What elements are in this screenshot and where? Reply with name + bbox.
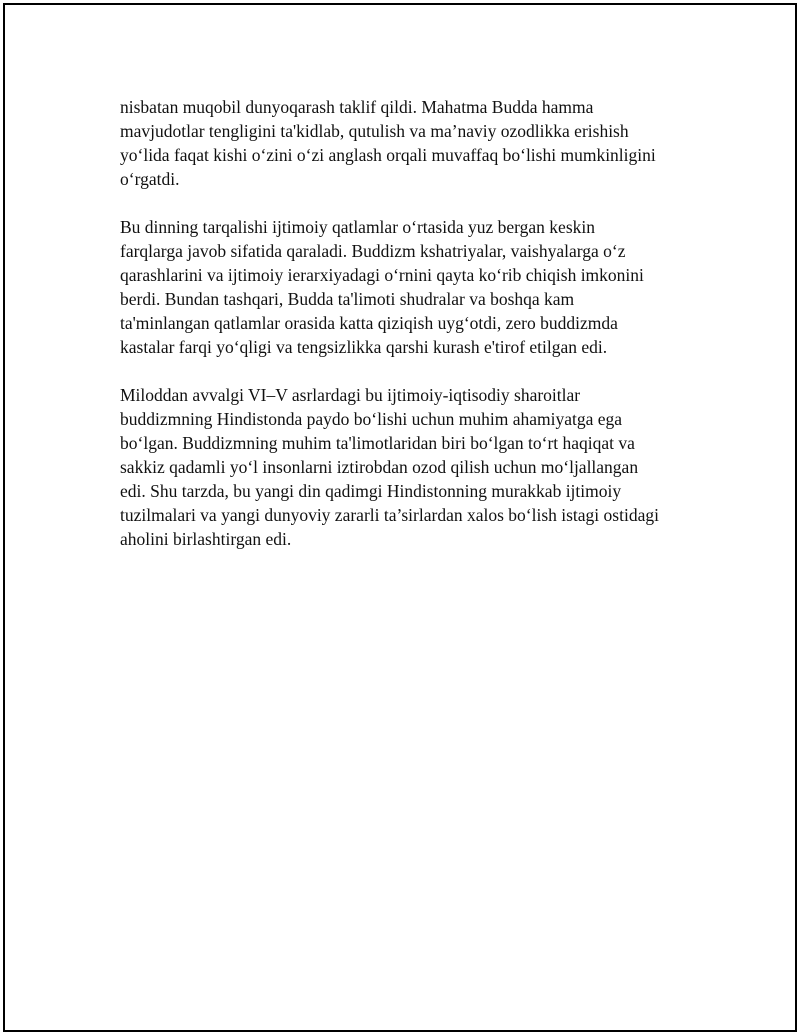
text-line: ta'minlangan qatlamlar orasida katta qiziqish uyg‘otdi, zero buddizmda [120, 313, 618, 333]
text-line: bo‘lgan. Buddizmning muhim ta'limotlaridan biri bo‘lgan to‘rt haqiqat va [120, 433, 635, 453]
text-line: berdi. Bundan tashqari, Budda ta'limoti shudralar va boshqa kam [120, 289, 575, 309]
text-line: Bu dinning tarqalishi ijtimoiy qatlamlar o‘rtasida yuz bergan keskin [120, 217, 595, 237]
page-content [120, 95, 700, 575]
paragraph-1 [120, 95, 700, 191]
text-line: aholini birlashtirgan edi. [120, 529, 292, 549]
text-line: edi. Shu tarzda, bu yangi din qadimgi Hindistonning murakkab ijtimoiy [120, 481, 622, 501]
paragraph-2 [120, 215, 700, 359]
text-line: Miloddan avvalgi VI–V asrlardagi bu ijtimoiy-iqtisodiy sharoitlar [120, 385, 581, 405]
text-line: kastalar farqi yo‘qligi va tengsizlikka qarshi kurash e'tirof etilgan edi. [120, 337, 608, 357]
text-line: farqlarga javob sifatida qaraladi. Buddizm kshatriyalar, vaishyalarga o‘z [120, 241, 626, 261]
text-line: mavjudotlar tengligini ta'kidlab, qutulish va ma’naviy ozodlikka erishish [120, 121, 629, 141]
text-line: tuzilmalari va yangi dunyoviy zararli ta’sirlardan xalos bo‘lish istagi ostidagi [120, 505, 659, 525]
text-line: sakkiz qadamli yo‘l insonlarni iztirobdan ozod qilish uchun mo‘ljallangan [120, 457, 639, 477]
text-line: buddizmning Hindistonda paydo bo‘lishi uchun muhim ahamiyatga ega [120, 409, 623, 429]
text-line: qarashlarini va ijtimoiy ierarxiyadagi o‘rnini qayta ko‘rib chiqish imkonini [120, 265, 644, 285]
page-frame [3, 3, 797, 1032]
text-line: o‘rgatdi. [120, 169, 180, 189]
text-line: nisbatan muqobil dunyoqarash taklif qildi. Mahatma Budda hamma [120, 97, 594, 117]
text-line: yo‘lida faqat kishi o‘zini o‘zi anglash orqali muvaffaq bo‘lishi mumkinligini [120, 145, 656, 165]
paragraph-3 [120, 383, 700, 551]
